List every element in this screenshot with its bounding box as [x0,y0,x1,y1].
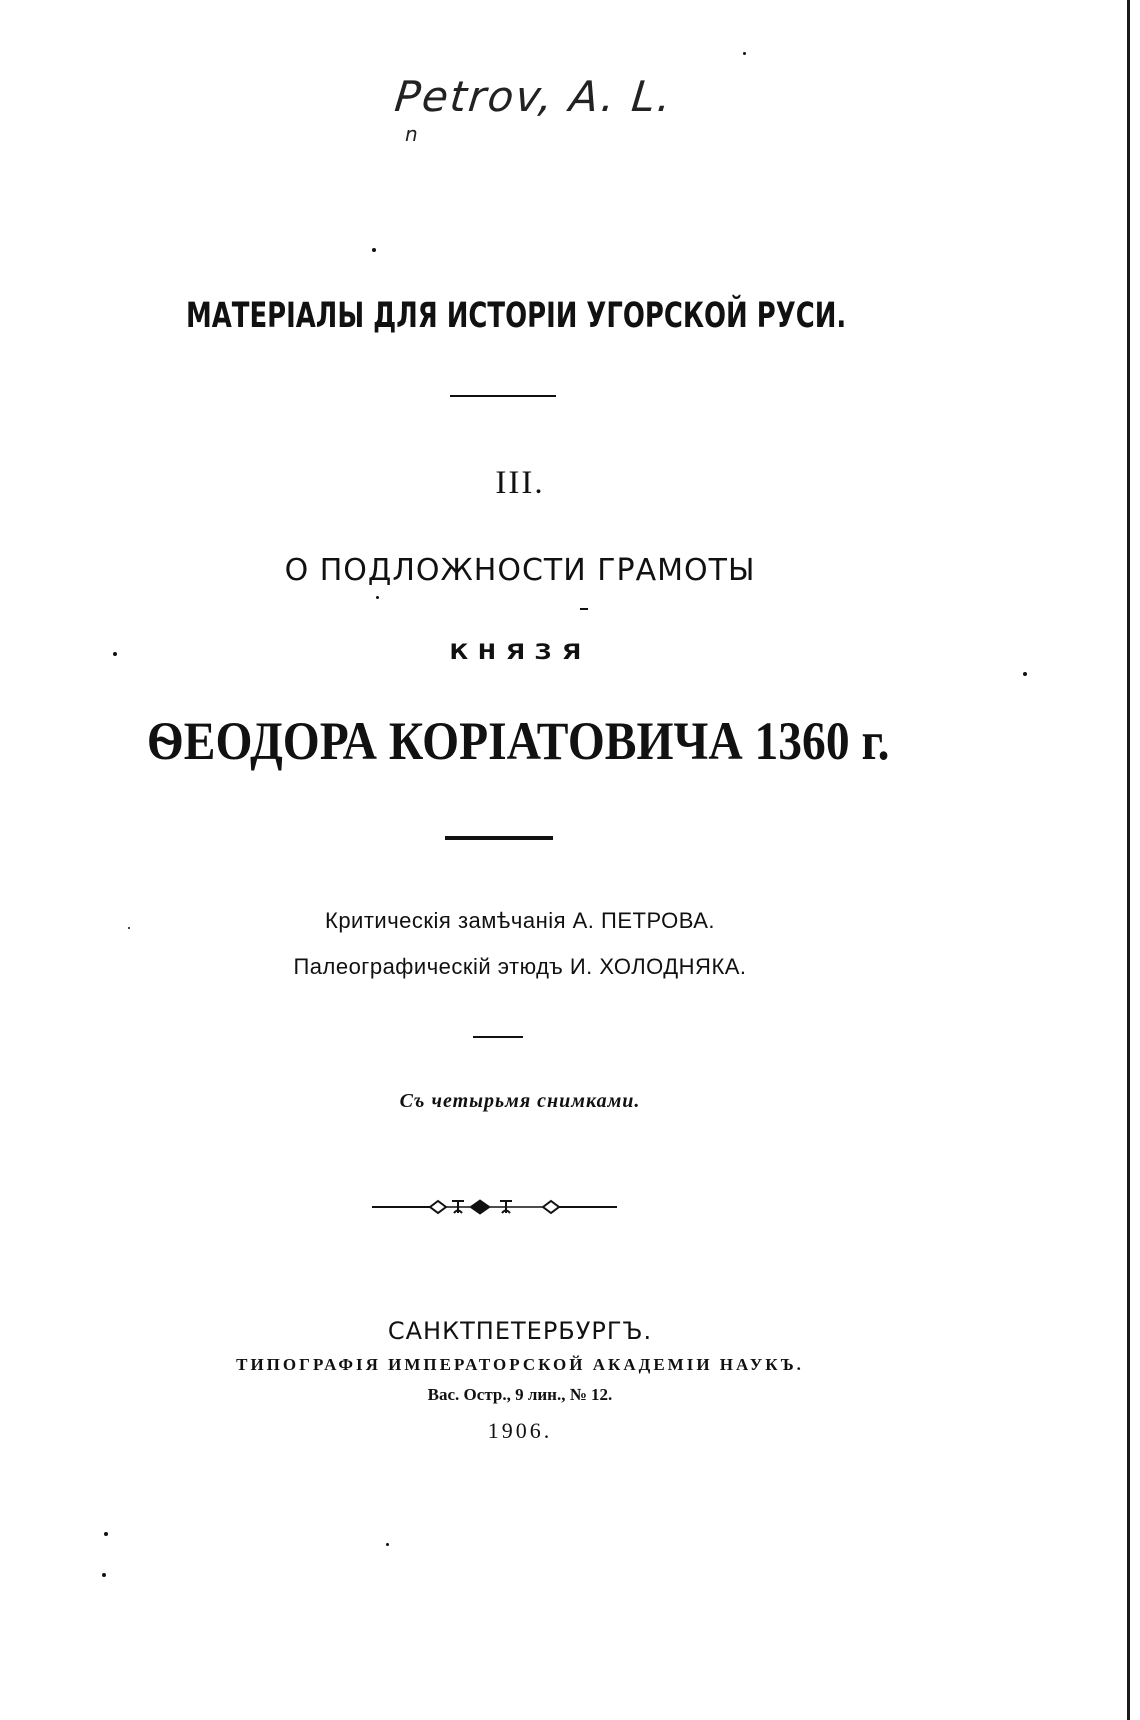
paper-speck [386,1543,389,1546]
paper-speck [102,1573,106,1577]
paper-speck [104,1532,108,1536]
illustrations-note: Съ четырьмя снимками. [399,1090,641,1112]
paper-speck [743,52,746,55]
divider-rule-2 [445,836,553,840]
paper-speck [372,248,376,252]
credit-petrov: Критическія замѣчанія А. ПЕТРОВА. [325,908,715,933]
paper-speck [113,652,117,656]
main-title: ѲЕОДОРА КОРІАТОВИЧА 1360 г. [146,711,890,771]
paper-speck [376,596,379,599]
series-title: МАТЕРІАЛЫ ДЛЯ ИСТОРІИ УГОРСКОЙ РУСИ. [185,296,847,336]
handwritten-mark: n [405,122,418,146]
paper-speck [128,927,130,929]
subtitle: О ПОДЛОЖНОСТИ ГРАМОТЫ [284,553,756,588]
handwritten-annotation: Petrov, A. L. [392,72,676,121]
imprint-city: САНКТПЕТЕРБУРГЪ. [387,1317,653,1345]
imprint-year: 1906. [487,1418,553,1443]
divider-rule-3 [473,1036,523,1038]
ornament-divider [372,1192,617,1222]
divider-rule-1 [450,395,556,397]
paper-speck [1023,672,1027,676]
credit-kholodnyak: Палеографическій этюдъ И. ХОЛОДНЯКА. [293,954,747,979]
prince-title: КНЯЗЯ [449,640,591,665]
imprint-address: Вас. Остр., 9 лин., № 12. [427,1385,613,1404]
imprint-press: ТИПОГРАФІЯ ИМПЕРАТОРСКОЙ АКАДЕМІИ НАУКЪ. [236,1355,804,1374]
paper-speck [580,608,588,610]
page-edge-line [1127,0,1130,1720]
volume-number: III. [495,465,545,501]
